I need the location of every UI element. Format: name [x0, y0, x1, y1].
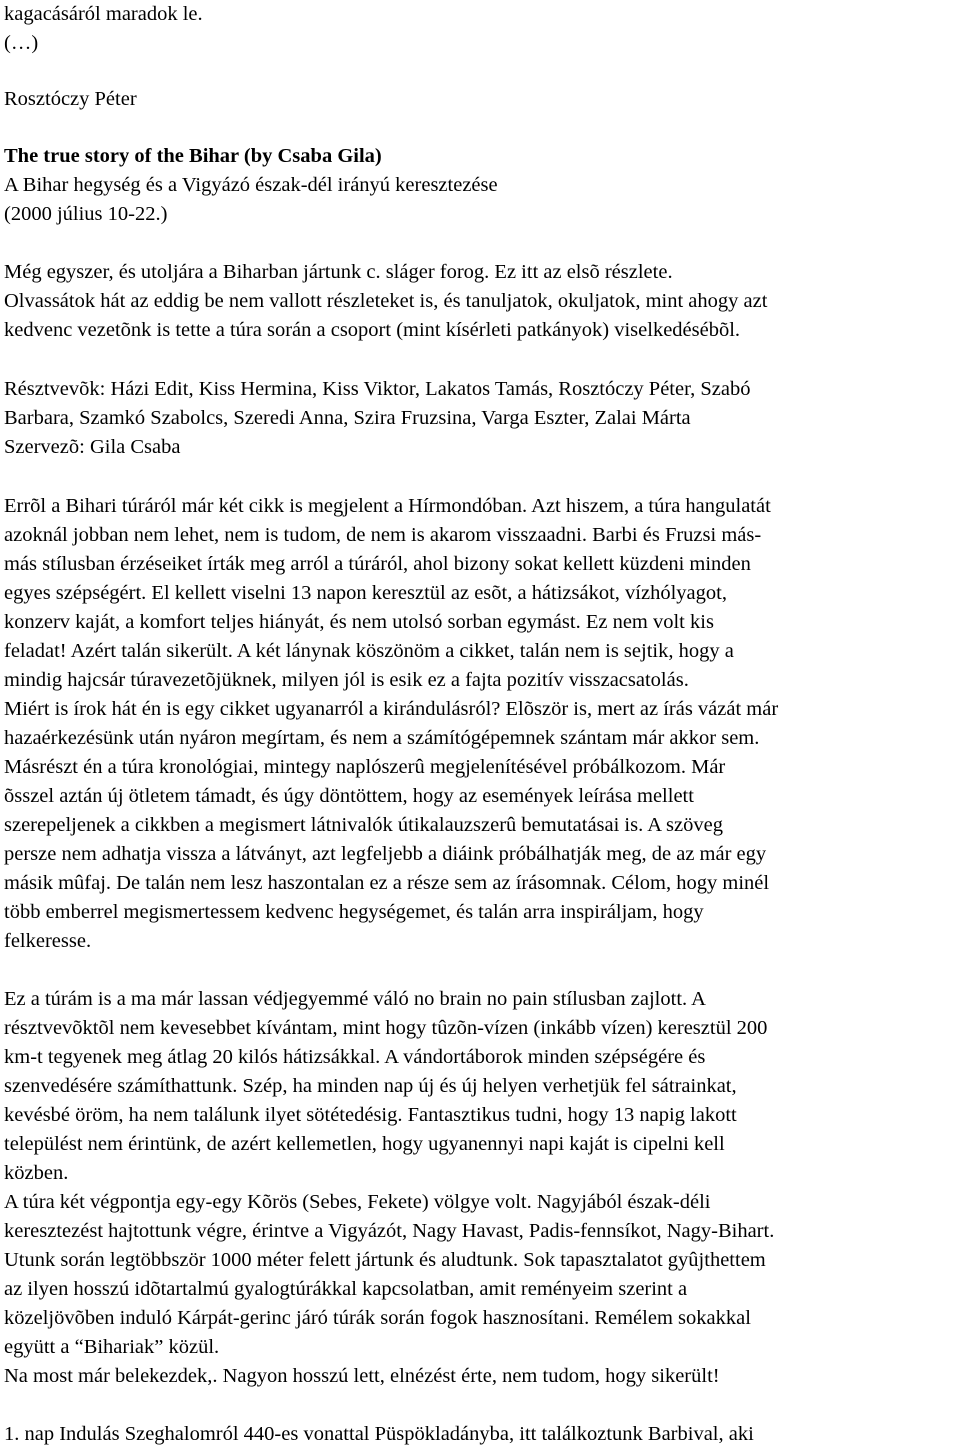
- text-line: A túra két végpontja egy-egy Kõrös (Sebes, Fekete) völgye volt. Nagyjából észak-déli: [4, 1191, 711, 1213]
- text-line: Még egyszer, és utoljára a Biharban jártunk c. sláger forog. Ez itt az elsõ részlete.: [4, 261, 673, 283]
- text-line: mindig hajcsár túravezetõjüknek, milyen jól is esik ez a fajta pozitív visszacsatolás.: [4, 669, 689, 691]
- text-line: kagacásáról maradok le.: [4, 3, 203, 25]
- organizer-line: Szervezõ: Gila Csaba: [4, 436, 181, 458]
- text-line: szenvedésére számíthattunk. Szép, ha minden nap új és új helyen verhetjük fel sátrainkat,: [4, 1075, 737, 1097]
- text-line: közben.: [4, 1162, 69, 1184]
- text-line: kevésbé öröm, ha nem találunk ilyet sötétedésig. Fantasztikus tudni, hogy 13 napig lakott: [4, 1104, 737, 1126]
- article-subtitle: A Bihar hegység és a Vigyázó észak-dél irányú keresztezése: [4, 174, 498, 196]
- author-name: Rosztóczy Péter: [4, 88, 137, 110]
- text-line: km-t tegyenek meg átlag 20 kilós hátizsákkal. A vándortáborok minden szépségére és: [4, 1046, 706, 1068]
- participants-line: Barbara, Szamkó Szabolcs, Szeredi Anna, Szira Fruzsina, Varga Eszter, Zalai Márta: [4, 407, 691, 429]
- article-title: The true story of the Bihar (by Csaba Gila): [4, 145, 382, 167]
- text-line: felkeresse.: [4, 930, 92, 952]
- text-line: szerepeljenek a cikkben a megismert látnivalók útikalauzszerû bemutatásai is. A szöveg: [4, 814, 723, 836]
- text-line: másik mûfaj. De talán nem lesz haszontalan ez a része sem az írásomnak. Célom, hogy minél: [4, 872, 770, 894]
- text-line: azoknál jobban nem lehet, nem is tudom, de nem is akarom visszaadni. Barbi és Fruzsi más-: [4, 524, 762, 546]
- text-line: résztvevõktõl nem kevesebbet kívántam, mint hogy tûzõn-vízen (inkább vízen) keresztül 200: [4, 1017, 768, 1039]
- text-line: konzerv kaját, a komfort teljes hiányát, és nem utolsó sorban egymást. Ez nem volt kis: [4, 611, 714, 633]
- text-line: Utunk során legtöbbször 1000 méter felett jártunk és aludtunk. Sok tapasztalatot gyûjthettem: [4, 1249, 766, 1271]
- text-line: õsszel aztán új ötletem támadt, és úgy döntöttem, hogy az események leírása mellett: [4, 785, 694, 807]
- text-line: közeljövõben induló Kárpát-gerinc járó túrák során fogok hasznosítani. Remélem sokakkal: [4, 1307, 751, 1329]
- text-line: Miért is írok hát én is egy cikket ugyanarról a kirándulásról? Elõször is, mert az írás vázát már: [4, 698, 779, 720]
- text-line: együtt a “Bihariak” közül.: [4, 1336, 220, 1358]
- article-dates: (2000 július 10-22.): [4, 203, 168, 225]
- text-line: hazaérkezésünk után nyáron megírtam, és nem a számítógépemnek szántam már akkor sem.: [4, 727, 760, 749]
- text-line: az ilyen hosszú idõtartalmú gyalogtúrákkal kapcsolatban, amit reményeim szerint a: [4, 1278, 688, 1300]
- text-line: Ez a túrám is a ma már lassan védjegyemmé váló no brain no pain stílusban zajlott. A: [4, 988, 706, 1010]
- text-line: Na most már belekezdek,. Nagyon hosszú lett, elnézést érte, nem tudom, hogy sikerült!: [4, 1365, 720, 1387]
- text-line: Errõl a Bihari túráról már két cikk is megjelent a Hírmondóban. Azt hiszem, a túra hangulatát: [4, 495, 771, 517]
- day-one-line: 1. nap Indulás Szeghalomról 440-es vonattal Püspökladányba, itt találkoztunk Barbival, aki: [4, 1423, 754, 1445]
- participants-line: Résztvevõk: Házi Edit, Kiss Hermina, Kiss Viktor, Lakatos Tamás, Rosztóczy Péter, Szabó: [4, 378, 751, 400]
- text-line: feladat! Azért talán sikerült. A két lánynak köszönöm a cikket, talán nem is sejtik, hogy a: [4, 640, 734, 662]
- text-line: kedvenc vezetõnk is tette a túra során a csoport (mint kísérleti patkányok) viselkedésébõl.: [4, 319, 741, 341]
- text-line: települést nem érintünk, de azért kellemetlen, hogy ugyanennyi napi kaját is cipelni kell: [4, 1133, 725, 1155]
- text-line: egyes szépségért. El kellett viselni 13 napon keresztül az esõt, a hátizsákot, vízhólyagot,: [4, 582, 727, 604]
- text-line: (…): [4, 32, 39, 54]
- text-line: Olvassátok hát az eddig be nem vallott részleteket is, és tanuljatok, okuljatok, mint ahogy azt: [4, 290, 768, 312]
- text-line: persze nem adhatja vissza a látványt, azt legfeljebb a diáink próbálhatják meg, de az már egy: [4, 843, 767, 865]
- text-line: keresztezést hajtottunk végre, érintve a Vigyázót, Nagy Havast, Padis-fennsíkot, Nagy-Bihart.: [4, 1220, 775, 1242]
- text-line: más stílusban érzéseiket írták meg arról a túráról, ahol bizony sokat kellett küzdeni minden: [4, 553, 751, 575]
- text-line: több emberrel megismertessem kedvenc hegységemet, és talán arra inspiráljam, hogy: [4, 901, 704, 923]
- text-line: Másrészt én a túra kronológiai, mintegy naplószerû megjelenítésével próbálkozom. Már: [4, 756, 726, 778]
